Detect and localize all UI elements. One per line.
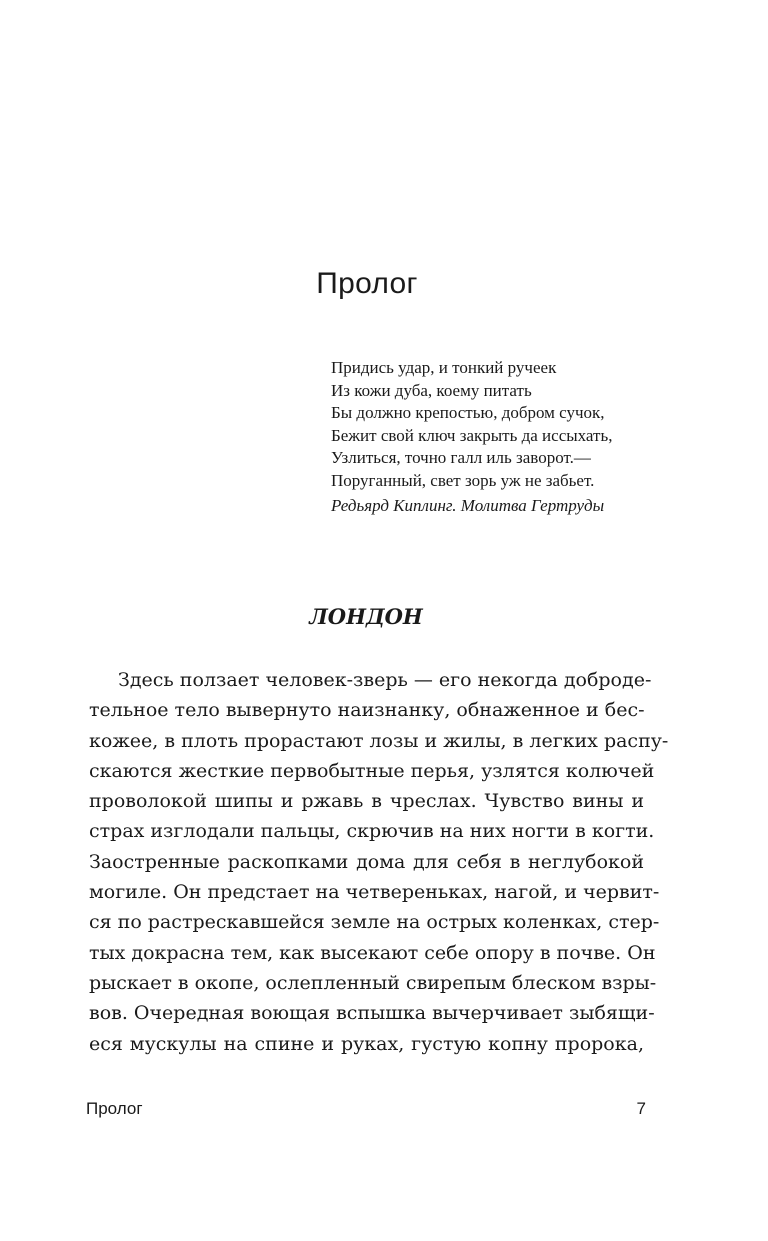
epigraph-line: Узлиться, точно галл иль заворот.— [331,448,591,468]
body-line: Заостренные раскопками дома для себя в неглубокой [89,850,644,873]
body-line: скаются жесткие первобытные перья, узлятся колючей [89,759,655,782]
body-line: тельное тело вывернуто наизнанку, обнаженное и бес- [89,699,645,722]
section-heading: ЛОНДОН [309,604,423,629]
body-paragraph [89,665,669,1059]
body-line: рыскает в окопе, ослепленный свирепым блеском взры- [89,971,657,994]
body-line: тых докрасна тем, как высекают себе опору в почве. Он [89,941,656,964]
page-number: 7 [636,1099,646,1118]
body-line: могиле. Он предстает на четвереньках, нагой, и червит- [89,881,660,904]
chapter-title: Пролог [316,267,418,300]
epigraph-line: Бы должно крепостью, добром сучок, [331,403,605,423]
running-head: Пролог [86,1099,143,1118]
body-line: вов. Очередная воющая вспышка вычерчивает зыбящи- [89,1002,655,1025]
body-line: ся по растрескавшейся земле на острых коленках, стер- [89,911,660,934]
epigraph [331,357,661,517]
epigraph-line: Бежит свой ключ закрыть да иссыхать, [331,425,613,445]
body-line: еся мускулы на спине и руках, густую копну пророка, [89,1032,644,1055]
epigraph-line: Из кожи дуба, коему питать [331,380,532,400]
body-line: Здесь ползает человек-зверь — его некогда доброде- [118,669,652,691]
body-line: страх изглодали пальцы, скрючив на них ногти в когти. [89,820,655,843]
epigraph-line: Придись удар, и тонкий ручеек [331,358,557,377]
epigraph-line: Поруганный, свет зорь уж не забьет. [331,470,595,490]
epigraph-attribution: Редьярд Киплинг. Молитва Гертруды [331,495,605,515]
body-line: проволокой шипы и ржавь в чреслах. Чувство вины и [89,790,644,813]
body-line: кожее, в плоть прорастают лозы и жилы, в легких распу- [89,729,669,752]
